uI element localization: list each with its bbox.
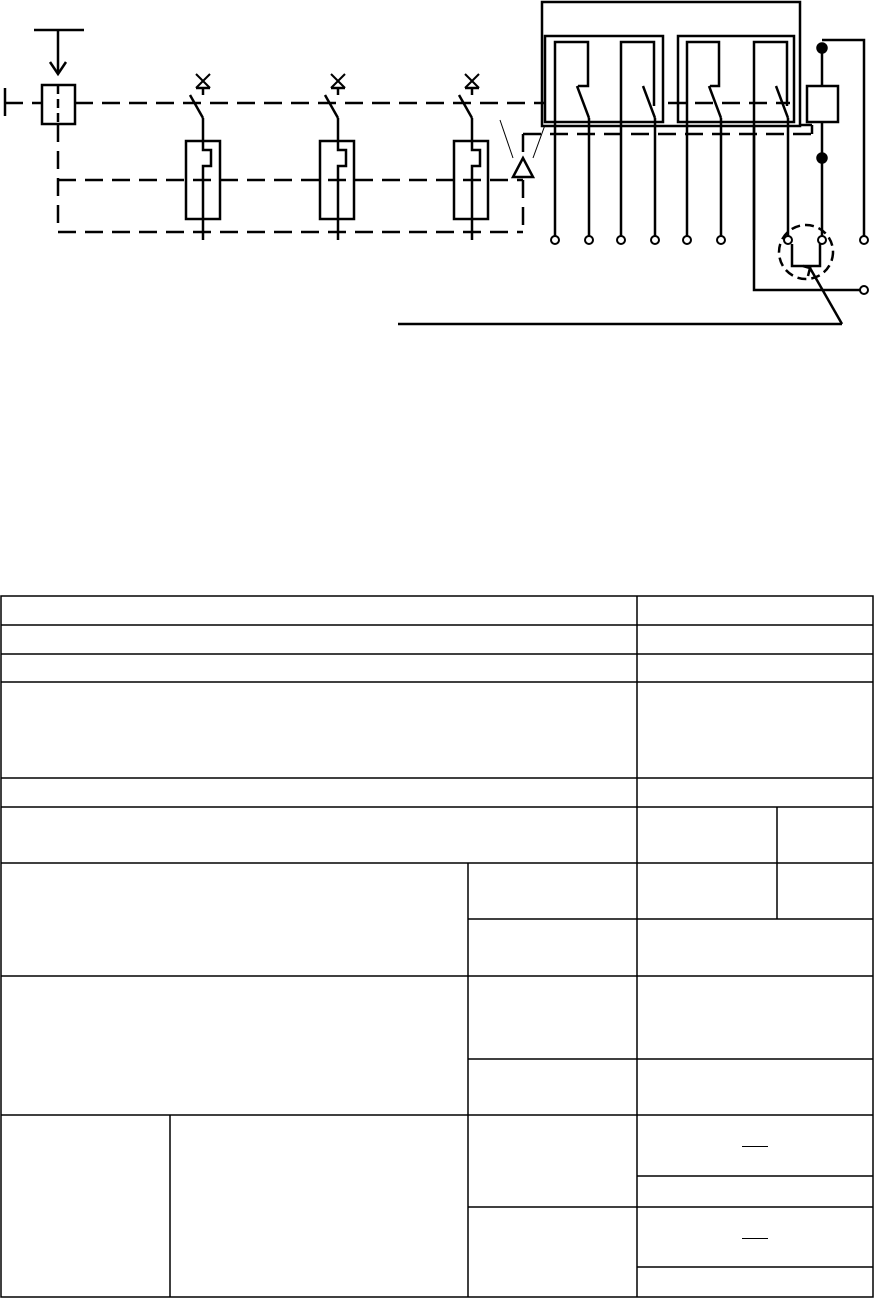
aux-contact-block-1	[555, 42, 655, 240]
auxiliary-contact-enclosure	[542, 2, 800, 126]
breaker-2	[320, 74, 354, 240]
breaker-3	[454, 74, 488, 240]
fraction-bar-1	[742, 1146, 768, 1147]
breaker-1	[186, 74, 220, 240]
aux-contact-block-2	[687, 42, 788, 240]
main-disconnect-switch	[34, 30, 84, 124]
circuit-schematic	[0, 0, 874, 340]
specification-table	[0, 595, 874, 1298]
shunt-trip-coil	[807, 40, 864, 236]
fraction-bar-2	[742, 1238, 768, 1239]
